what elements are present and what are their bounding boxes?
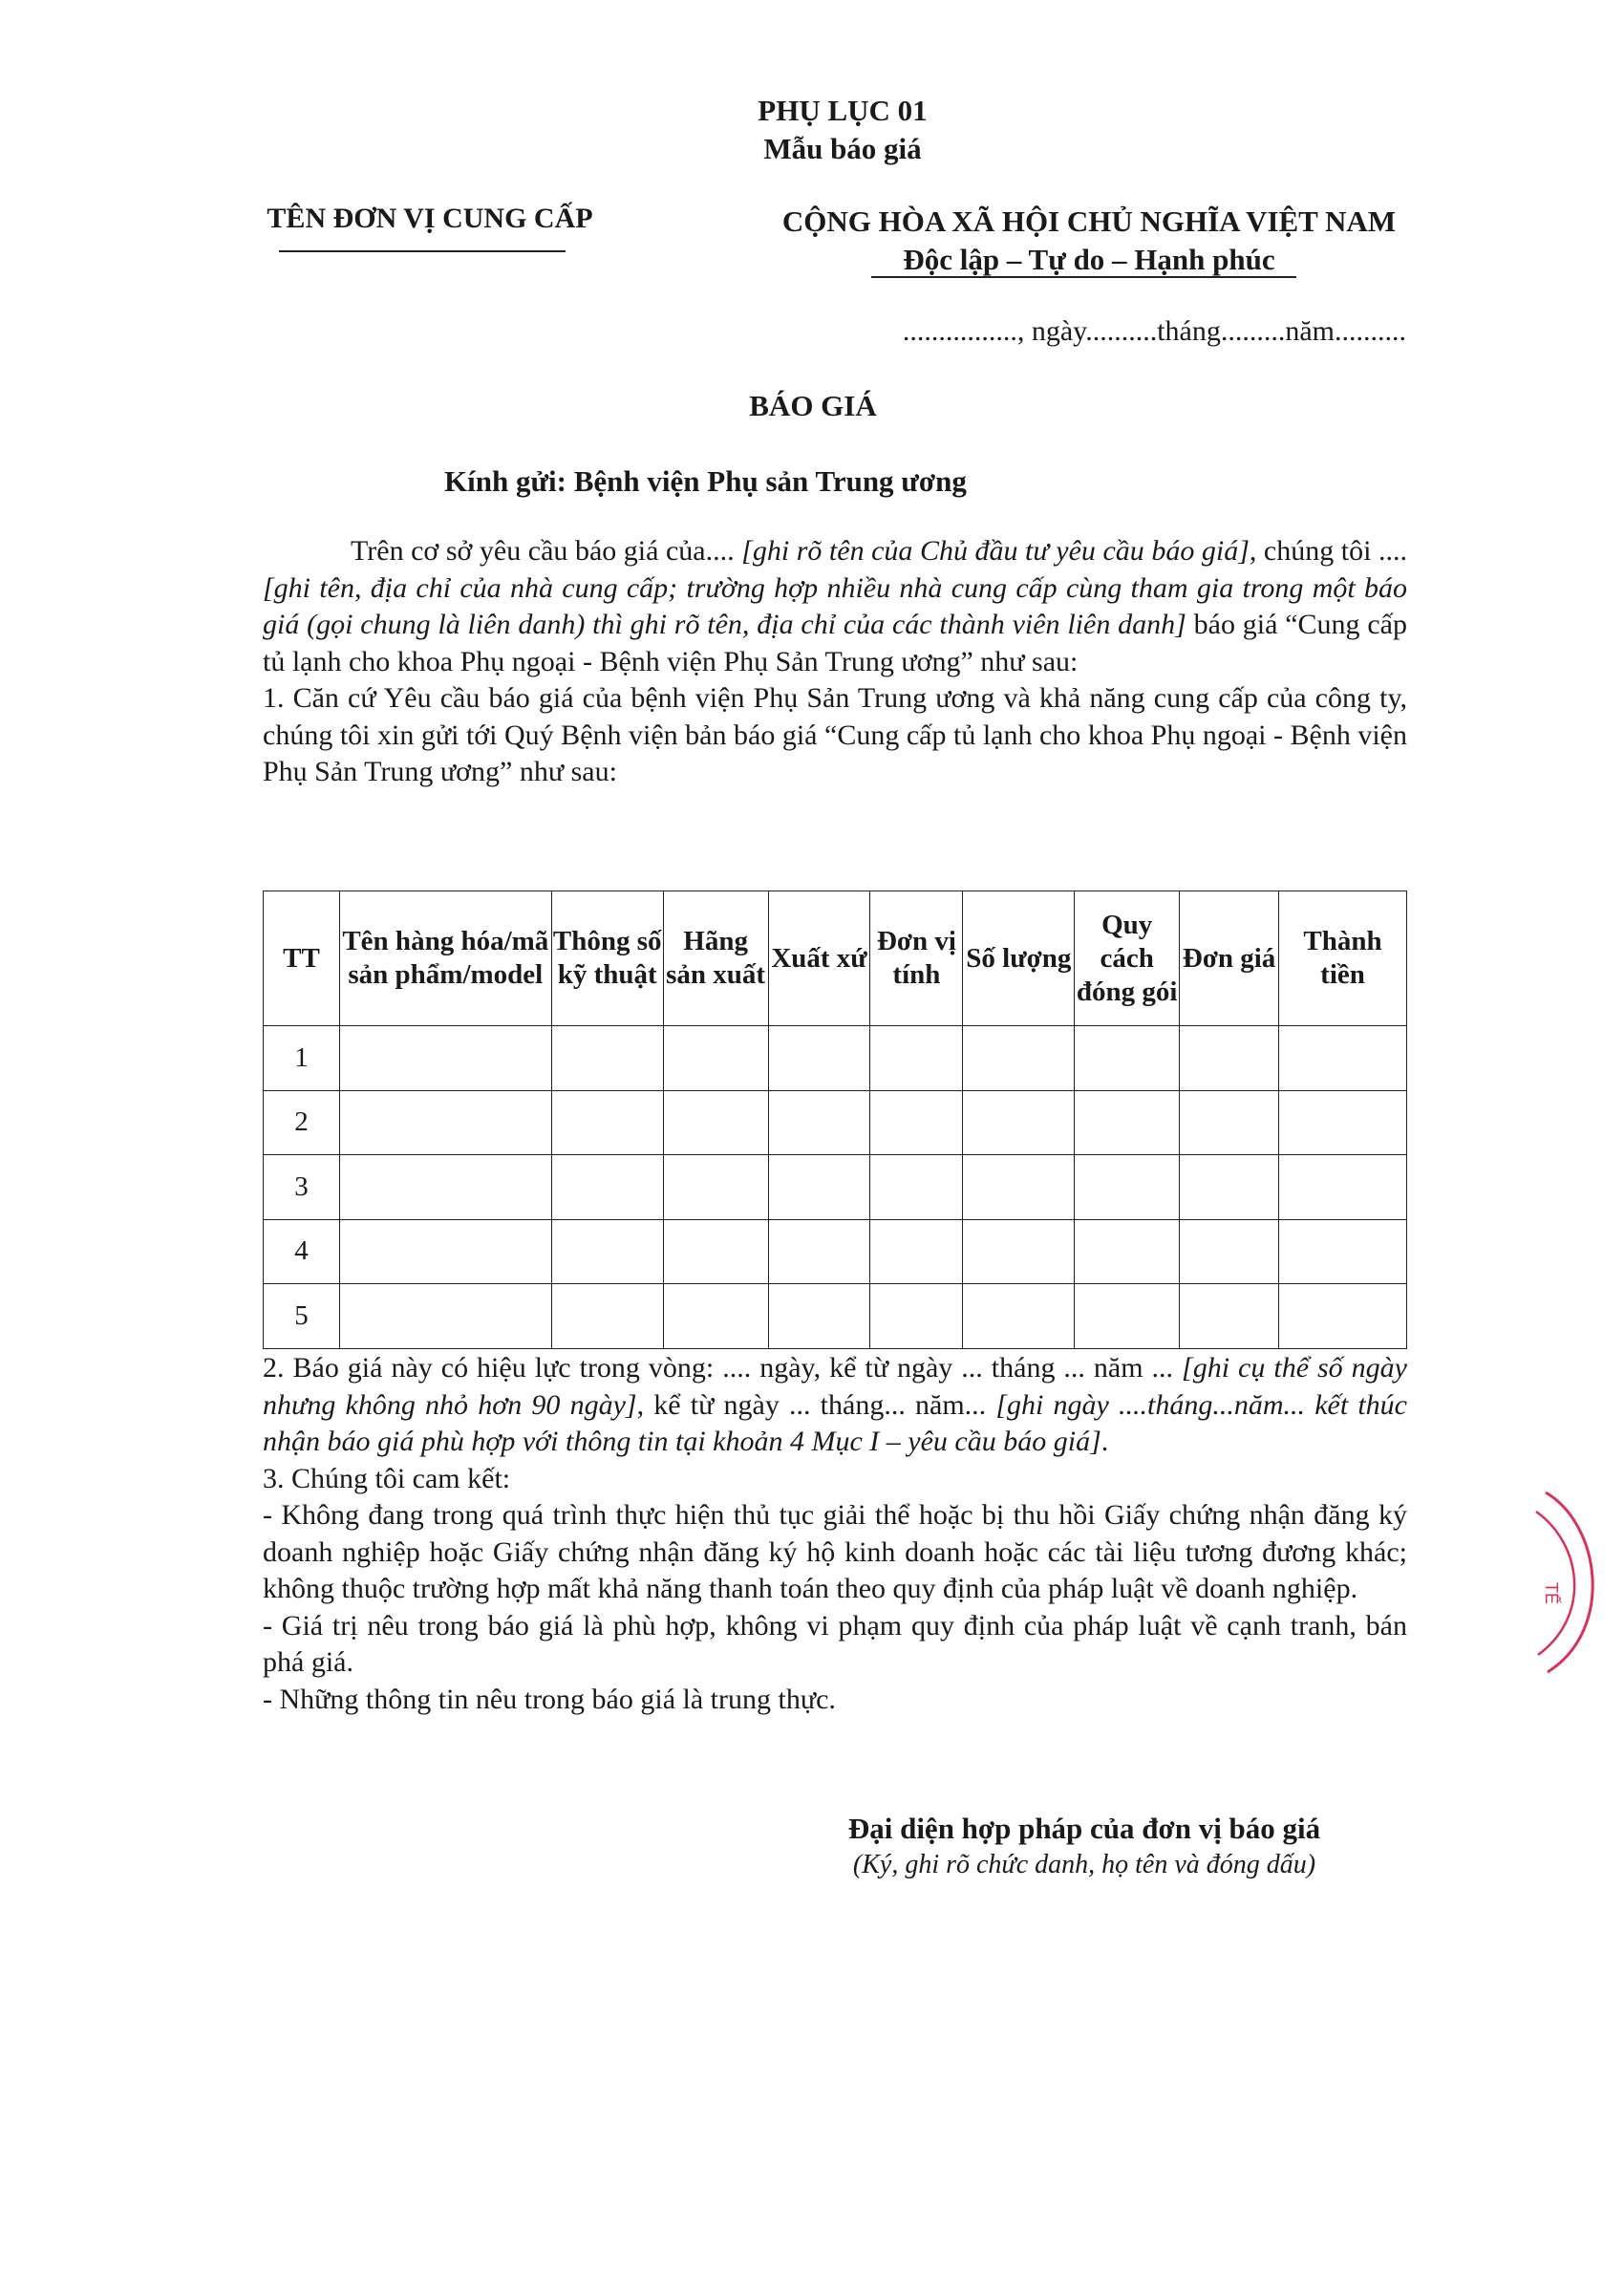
motto-underline bbox=[871, 276, 1296, 278]
basis-paragraph: 1. Căn cứ Yêu cầu báo giá của bệnh viện Phụ Sản Trung ương và khả năng cung cấp của công ty, chúng tôi xin gửi tới Quý Bệnh viện bản báo giá “Cung cấp tủ lạnh cho khoa Phụ ngoại - Bệnh viện Phụ Sản Trung ương” như sau: bbox=[263, 682, 1407, 787]
recipient-line: Kính gửi: Bệnh viện Phụ sản Trung ương bbox=[444, 464, 967, 498]
table-cell bbox=[963, 1155, 1075, 1220]
validity-text-2: , kể từ ngày ... tháng... năm... bbox=[636, 1388, 987, 1421]
table-cell bbox=[1180, 1090, 1279, 1155]
country-name: CỘNG HÒA XÃ HỘI CHỦ NGHĨA VIỆT NAM bbox=[781, 204, 1397, 238]
table-cell bbox=[551, 1219, 663, 1284]
table-cell bbox=[339, 1284, 551, 1349]
table-row bbox=[264, 1219, 1407, 1284]
header-total: Thành tiền bbox=[1279, 891, 1407, 1026]
table-cell bbox=[1075, 1026, 1180, 1091]
table-cell bbox=[1075, 1219, 1180, 1284]
table-cell bbox=[963, 1284, 1075, 1349]
table-cell bbox=[1279, 1284, 1407, 1349]
document-title bbox=[0, 389, 1624, 423]
intro-section bbox=[263, 533, 1407, 791]
intro-hint-2: [ghi tên, địa chỉ của nhà cung cấp; trường hợp nhiều nhà cung cấp cùng tham gia trong một báo giá (gọi chung là liên danh) thì ghi rõ tên, địa chỉ của các thành viên liên danh] bbox=[263, 571, 1407, 640]
header-specs: Thông số kỹ thuật bbox=[551, 891, 663, 1026]
quotation-table bbox=[263, 891, 1407, 1349]
date-line: ................, ngày..........tháng.........năm.......... bbox=[902, 315, 1406, 347]
header-quantity: Số lượng bbox=[963, 891, 1075, 1026]
table-cell bbox=[870, 1090, 963, 1155]
table-cell bbox=[551, 1155, 663, 1220]
intro-paragraph bbox=[263, 533, 1407, 680]
table-cell bbox=[768, 1284, 870, 1349]
row-number: 2 bbox=[264, 1090, 340, 1155]
table-header-row bbox=[264, 891, 1407, 1026]
appendix-heading bbox=[0, 92, 1624, 168]
table-cell bbox=[1075, 1155, 1180, 1220]
form-name: Mẫu báo giá bbox=[763, 132, 922, 165]
table-cell bbox=[870, 1155, 963, 1220]
table-cell bbox=[663, 1026, 768, 1091]
table-cell bbox=[663, 1219, 768, 1284]
intro-text-2: , chúng tôi .... bbox=[1249, 535, 1407, 567]
table-cell bbox=[768, 1026, 870, 1091]
validity-paragraph bbox=[263, 1350, 1407, 1461]
row-number: 5 bbox=[264, 1284, 340, 1349]
table-cell bbox=[551, 1090, 663, 1155]
table-row bbox=[264, 1026, 1407, 1091]
table-cell bbox=[870, 1219, 963, 1284]
table-cell bbox=[1180, 1284, 1279, 1349]
national-heading bbox=[726, 203, 1452, 279]
national-motto: Độc lập – Tự do – Hạnh phúc bbox=[903, 243, 1275, 276]
table-cell bbox=[870, 1284, 963, 1349]
table-cell bbox=[1180, 1026, 1279, 1091]
commitment-item-2: - Giá trị nêu trong báo giá là phù hợp, không vi phạm quy định của pháp luật về cạnh tranh, bán phá giá. bbox=[263, 1609, 1407, 1678]
table-cell bbox=[339, 1155, 551, 1220]
red-stamp-fragment bbox=[1527, 1487, 1624, 1678]
table-cell bbox=[551, 1284, 663, 1349]
document-title-text: BÁO GIÁ bbox=[749, 389, 877, 422]
row-number: 3 bbox=[264, 1155, 340, 1220]
table-cell bbox=[768, 1155, 870, 1220]
table-cell bbox=[963, 1090, 1075, 1155]
table-cell bbox=[663, 1155, 768, 1220]
commitment-item-1: - Không đang trong quá trình thực hiện thủ tục giải thể hoặc bị thu hồi Giấy chứng nhận đăng ký doanh nghiệp hoặc Giấy chứng nhận đăng ký hộ kinh doanh hoặc các tài liệu tương đương khác; không thuộc trường hợp mất khả năng thanh toán theo quy định của pháp luật về doanh nghiệp. bbox=[263, 1499, 1407, 1604]
table-cell bbox=[768, 1219, 870, 1284]
table-cell bbox=[551, 1026, 663, 1091]
supplier-name-placeholder: TÊN ĐƠN VỊ CUNG CẤP bbox=[267, 203, 593, 234]
table-row bbox=[264, 1284, 1407, 1349]
table-row bbox=[264, 1090, 1407, 1155]
table-cell bbox=[768, 1090, 870, 1155]
table-cell bbox=[870, 1026, 963, 1091]
table-cell bbox=[339, 1090, 551, 1155]
table-cell bbox=[1279, 1155, 1407, 1220]
validity-hint-2: [ghi ngày ....tháng...năm... kết thúc nhận báo giá phù hợp với thông tin tại khoản 4 Mục I – yêu cầu báo giá] bbox=[263, 1388, 1407, 1457]
table-cell bbox=[963, 1026, 1075, 1091]
table-cell bbox=[1279, 1219, 1407, 1284]
intro-text-3: báo giá “Cung cấp tủ lạnh cho khoa Phụ ngoại - Bệnh viện Phụ Sản Trung ương” như sau: bbox=[263, 609, 1407, 677]
table-cell bbox=[1279, 1090, 1407, 1155]
table-cell bbox=[339, 1219, 551, 1284]
table-cell bbox=[1279, 1026, 1407, 1091]
appendix-number: PHỤ LỤC 01 bbox=[758, 94, 928, 127]
table-cell bbox=[339, 1026, 551, 1091]
header-product-name: Tên hàng hóa/mã sản phẩm/model bbox=[339, 891, 551, 1026]
signature-title: Đại diện hợp pháp của đơn vị báo giá bbox=[847, 1812, 1321, 1845]
validity-text-3: . bbox=[1100, 1426, 1109, 1457]
table-row bbox=[264, 1155, 1407, 1220]
header-unit-price: Đơn giá bbox=[1180, 891, 1279, 1026]
signature-note: (Ký, ghi rõ chức danh, họ tên và đóng dấu) bbox=[852, 1850, 1316, 1879]
header-manufacturer: Hãng sản xuất bbox=[663, 891, 768, 1026]
table-cell bbox=[1180, 1155, 1279, 1220]
supplier-underline bbox=[279, 250, 566, 252]
row-number: 1 bbox=[264, 1026, 340, 1091]
header-packaging: Quy cách đóng gói bbox=[1075, 891, 1180, 1026]
intro-hint-1: [ghi rõ tên của Chủ đầu tư yêu cầu báo giá] bbox=[734, 535, 1250, 567]
table-cell bbox=[1180, 1219, 1279, 1284]
row-number: 4 bbox=[264, 1219, 340, 1284]
table-cell bbox=[1075, 1090, 1180, 1155]
intro-text-1: Trên cơ sở yêu cầu báo giá của.... bbox=[351, 535, 735, 567]
stamp-text: TẾ bbox=[1542, 1582, 1561, 1605]
table-cell bbox=[963, 1219, 1075, 1284]
validity-text-1: 2. Báo giá này có hiệu lực trong vòng: .... ngày, kể từ ngày ... tháng ... năm ... bbox=[263, 1352, 1174, 1384]
header-origin: Xuất xứ bbox=[768, 891, 870, 1026]
header-unit: Đơn vị tính bbox=[870, 891, 963, 1026]
table-cell bbox=[663, 1284, 768, 1349]
table-cell bbox=[1075, 1284, 1180, 1349]
header-tt: TT bbox=[264, 891, 340, 1026]
validity-hint-1: [ghi cụ thể số ngày nhưng không nhỏ hơn 90 ngày] bbox=[263, 1352, 1407, 1421]
terms-section bbox=[263, 1350, 1407, 1718]
commitment-item-3: - Những thông tin nêu trong báo giá là trung thực. bbox=[263, 1683, 836, 1715]
table-cell bbox=[663, 1090, 768, 1155]
commitments-heading: 3. Chúng tôi cam kết: bbox=[263, 1462, 511, 1494]
